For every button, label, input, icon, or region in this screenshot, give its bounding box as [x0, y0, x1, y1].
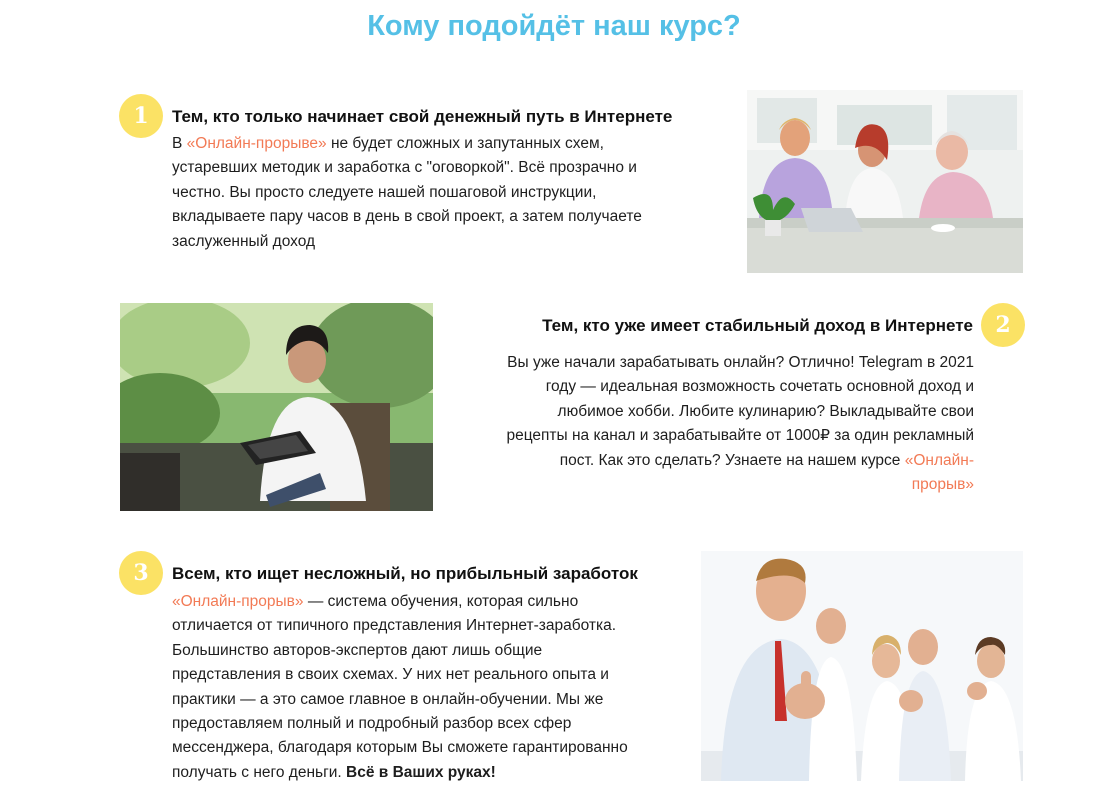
item-3-title: Всем, кто ищет несложный, но прибыльный заработок	[172, 564, 638, 583]
women-with-laptop-photo	[747, 90, 1023, 273]
team-thumbs-up-photo	[701, 551, 1023, 781]
man-with-tablet-photo	[120, 303, 433, 511]
step-number-badge-1: 1	[119, 94, 163, 138]
course-name-link[interactable]: «Онлайн-прорыве»	[186, 135, 327, 152]
course-name-link[interactable]: «Онлайн-прорыв»	[904, 451, 974, 494]
page-title: Кому подойдёт наш курс?	[367, 10, 741, 42]
item-3-text: «Онлайн-прорыв» — система обучения, которая сильно отличается от типичного представления Интернет-заработка. Большинство авторов-экспертов дают лишь общие представления в своих схемах. У них нет реального опыта и практики — а это самое главное в онлайн-обучении. Мы же предоставляем полный и подробный разбор всех сфер мессенджера, благодаря которым Вы сможете гарантированно получать с него деньги. Всё в Ваших руках!	[172, 593, 628, 781]
step-number-badge-3: 3	[119, 551, 163, 595]
item-2-title: Тем, кто уже имеет стабильный доход в Интернете	[542, 316, 973, 335]
item-1-text: В «Онлайн-прорыве» не будет сложных и запутанных схем, устаревших методик и заработка с "оговоркой". Всё прозрачно и честно. Вы просто следуете нашей пошаговой инструкции, вкладываете пару часов в день в свой проект, а затем получаете заслуженный доход	[172, 135, 642, 250]
step-number-badge-2: 2	[981, 303, 1025, 347]
item-2-text: Вы уже начали зарабатывать онлайн? Отлично! Telegram в 2021 году — идеальная возможность сочетать основной доход и любимое хобби. Любите кулинарию? Выкладывайте свои рецепты на канал и зарабатывайте от 1000₽ за один рекламный пост. Как это сделать? Узнаете на нашем курсе «Онлайн-прорыв»	[506, 354, 974, 494]
course-name-link[interactable]: «Онлайн-прорыв»	[172, 593, 304, 610]
item-1-title: Тем, кто только начинает свой денежный путь в Интернете	[172, 107, 673, 126]
